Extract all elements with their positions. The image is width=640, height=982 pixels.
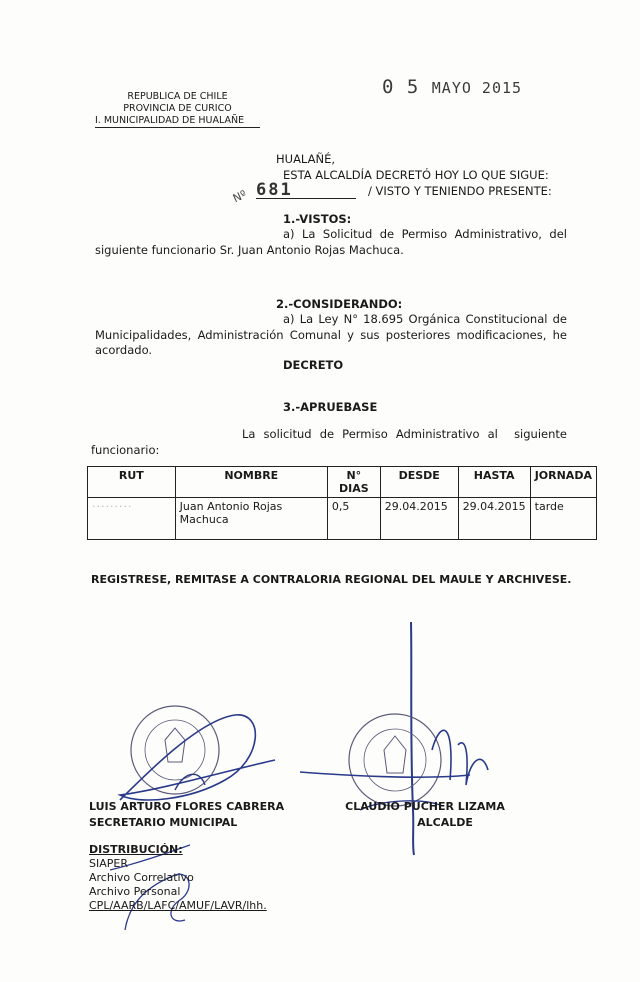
right-signatory-title: ALCALDE [417, 816, 473, 829]
considerando-line1: a) La Ley N° 18.695 Orgánica Constitucional de [283, 312, 567, 326]
closing-line: REGISTRESE, REMITASE A CONTRALORIA REGIONAL DEL MAULE Y ARCHIVESE. [91, 573, 572, 586]
letterhead-country: REPUBLICA DE CHILE [127, 91, 228, 102]
vistos-heading: 1.-VISTOS: [283, 212, 352, 226]
permiso-table [87, 466, 597, 540]
table-header-row [88, 467, 597, 498]
considerando-line3: acordado. [95, 343, 153, 357]
distribution-heading: DISTRIBUCIÓN: [89, 843, 183, 856]
decree-number: 681 [256, 180, 293, 200]
cell-hasta: 29.04.2015 [458, 498, 530, 540]
vistos-line2: siguiente funcionario Sr. Juan Antonio Rojas Machuca. [95, 243, 404, 257]
col-dias: N° DIAS [327, 467, 380, 498]
table-row [88, 498, 597, 540]
col-rut: RUT [88, 467, 176, 498]
distribution-item: Archivo Personal [89, 885, 181, 898]
col-jornada: JORNADA [530, 467, 596, 498]
vistos-line1: a) La Solicitud de Permiso Administrativo, del [283, 227, 567, 241]
decree-number-prefix: Nº [230, 187, 249, 206]
distribution-item: CPL/AARB/LAFC/AMUF/LAVR/lhh. [89, 899, 267, 912]
cell-dias: 0,5 [327, 498, 380, 540]
letterhead-municipality: I. MUNICIPALIDAD DE HUALAÑE [95, 115, 260, 128]
distribution-block [89, 843, 267, 913]
apruebase-line2: funcionario: [91, 443, 160, 457]
letterhead-province: PROVINCIA DE CURICO [123, 103, 232, 114]
letterhead [95, 91, 260, 128]
apruebase-line1: La solicitud de Permiso Administrativo al siguiente [242, 427, 567, 441]
decreto-heading: DECRETO [283, 358, 344, 372]
col-hasta: HASTA [458, 467, 530, 498]
date-stamp-day: 0 5 [382, 76, 420, 98]
intro-line: ESTA ALCALDÍA DECRETÓ HOY LO QUE SIGUE: [283, 168, 549, 182]
date-stamp [382, 76, 522, 98]
col-nombre: NOMBRE [175, 467, 327, 498]
right-signatory [340, 799, 510, 831]
decree-number-underline [256, 198, 356, 199]
col-desde: DESDE [380, 467, 458, 498]
cell-desde: 29.04.2015 [380, 498, 458, 540]
right-seal-icon [349, 714, 441, 806]
cell-rut: ········· [88, 498, 176, 540]
place-line: HUALAÑÉ, [276, 152, 335, 166]
distribution-item: Archivo Correlativo [89, 871, 194, 884]
right-signatory-name: CLAUDIO PUCHER LIZAMA [345, 800, 505, 813]
distribution-item: SIAPER [89, 857, 128, 870]
cell-nombre: Juan Antonio Rojas Machuca [175, 498, 327, 540]
left-signatory-title: SECRETARIO MUNICIPAL [89, 816, 238, 829]
visto-line: / VISTO Y TENIENDO PRESENTE: [368, 184, 552, 198]
considerando-heading: 2.-CONSIDERANDO: [276, 297, 403, 311]
left-signatory-name: LUIS ARTURO FLORES CABRERA [89, 800, 285, 813]
date-stamp-month-year: MAYO 2015 [431, 79, 523, 97]
cell-jornada: tarde [530, 498, 596, 540]
left-signatory [89, 799, 284, 831]
left-seal-icon [131, 706, 219, 794]
apruebase-heading: 3.-APRUEBASE [283, 400, 378, 414]
considerando-line2: Municipalidades, Administración Comunal y sus posteriores modificaciones, he [95, 328, 567, 342]
